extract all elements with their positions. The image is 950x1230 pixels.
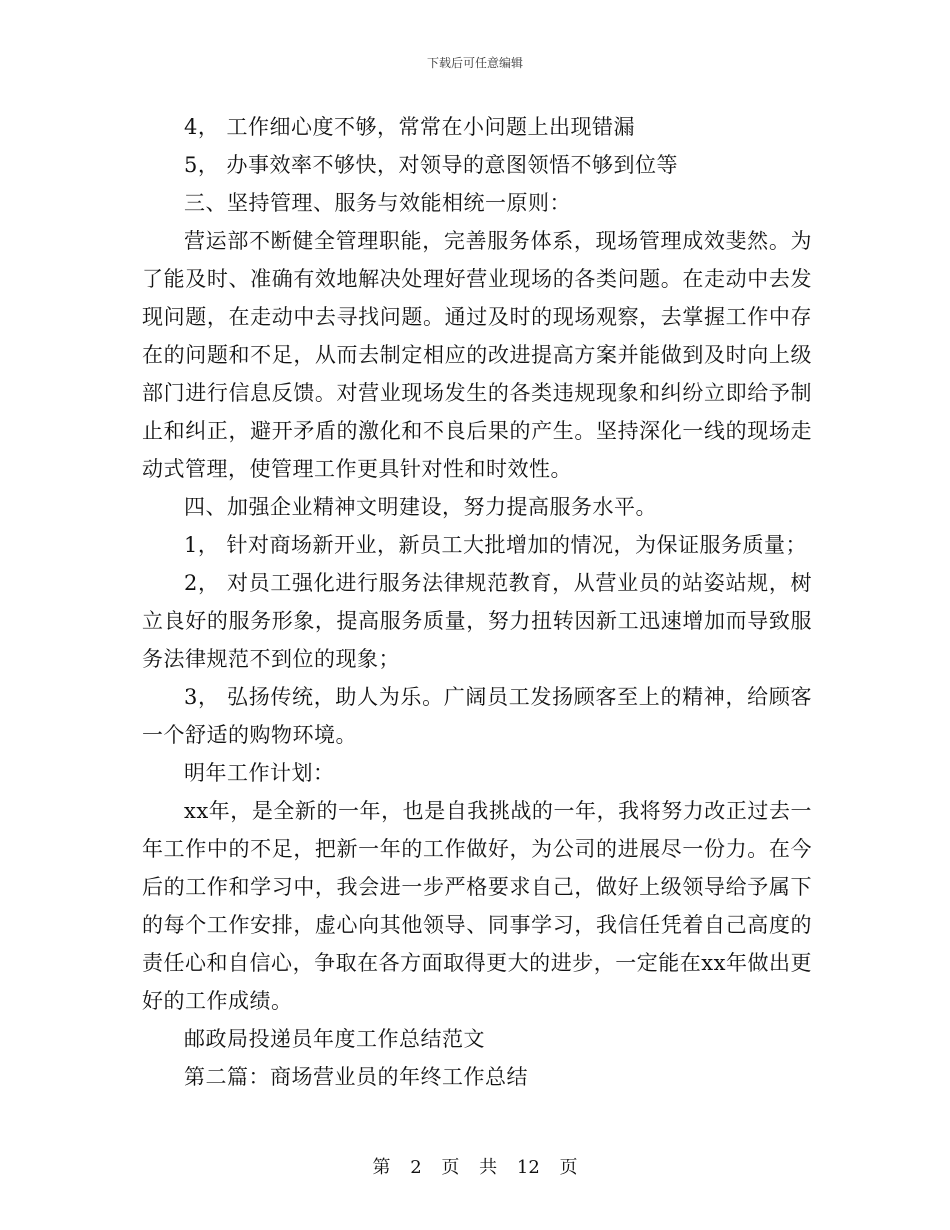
paragraph-item-1: 1， 针对商场新开业，新员工大批增加的情况，为保证服务质量；	[184, 533, 808, 557]
footer-prefix: 第	[372, 1157, 391, 1178]
paragraph-plan: xx年，是全新的一年，也是自我挑战的一年，我将努力改正过去一年工作中的不足，把新一年的工作做好，为公司的进展尽一份力。在今后的工作和学习中，我会进一步严格要求自己，做好上级领导给予属下的每个工作安排，虚心向其他领导、同事学习，我信任凭着自己高度的责任心和自信心，争取在各方面取得更大的进步，一定能在xx年做出更好的工作成绩。	[142, 799, 812, 1013]
section-heading-3: 三、坚持管理、服务与效能相统一原则：	[184, 191, 571, 215]
plan-heading: 明年工作计划：	[184, 761, 335, 785]
paragraph-chapter-two: 第二篇：商场营业员的年终工作总结	[184, 1065, 528, 1089]
paragraph-item-5: 5， 办事效率不够快，对领导的意图领悟不够到位等	[184, 153, 679, 177]
footer-middle1: 页	[441, 1157, 460, 1178]
footer-total-pages: 12	[516, 1157, 540, 1178]
document-body	[142, 108, 812, 1096]
section-heading-4: 四、加强企业精神文明建设，努力提高服务水平。	[184, 495, 657, 519]
paragraph-operations: 营运部不断健全管理职能，完善服务体系，现场管理成效斐然。为了能及时、准确有效地解决处理好营业现场的各类问题。在走动中去发现问题，在走动中去寻找问题。通过及时的现场观察，去掌握工作中存在的问题和不足，从而去制定相应的改进提高方案并能做到及时向上级部门进行信息反馈。对营业现场发生的各类违规现象和纠纷立即给予制止和纠正，避开矛盾的激化和不良后果的产生。坚持深化一线的现场走动式管理，使管理工作更具针对性和时效性。	[142, 229, 812, 481]
footer-page-number: 2	[410, 1157, 422, 1178]
page-footer	[0, 1153, 950, 1179]
paragraph-item-4: 4， 工作细心度不够，常常在小问题上出现错漏	[184, 115, 636, 139]
paragraph-item-2: 2， 对员工强化进行服务法律规范教育，从营业员的站姿站规，树立良好的服务形象，提高服务质量，努力扭转因新工迅速增加而导致服务法律规范不到位的现象；	[142, 571, 812, 671]
header-note: 下载后可任意编辑	[426, 56, 523, 70]
footer-suffix: 页	[559, 1157, 578, 1178]
paragraph-item-3: 3， 弘扬传统，助人为乐。广阔员工发扬顾客至上的精神，给顾客一个舒适的购物环境。	[142, 685, 812, 747]
paragraph-postal-title: 邮政局投递员年度工作总结范文	[184, 1027, 485, 1051]
footer-middle2: 共	[479, 1157, 498, 1178]
